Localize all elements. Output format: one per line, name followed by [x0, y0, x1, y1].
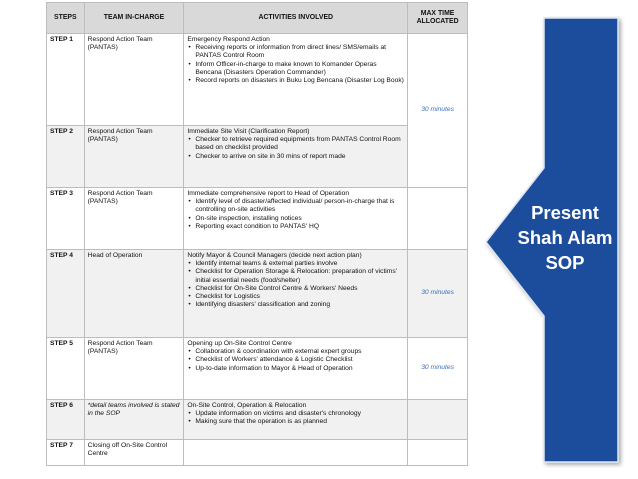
table-row [47, 126, 468, 188]
activity-cell [184, 400, 408, 440]
activity-bullets [187, 198, 404, 231]
bullet-item: • Identify level of disaster/affected individual/ person-in-charge that is controlling on-site activities [195, 198, 404, 214]
step-label: STEP 4 [47, 250, 85, 338]
team-cell: Respond Action Team (PANTAS) [84, 188, 184, 250]
table-row [47, 188, 468, 250]
team-cell: Closing off On-Site Control Centre [84, 440, 184, 466]
arrow-label-line: SOP [545, 252, 585, 274]
bullet-item: • Checklist of Workers' attendance & Logistic Checklist [195, 356, 404, 364]
header-team: TEAM IN-CHARGE [84, 3, 184, 34]
bullet-item: • Checker to retrieve required equipments from PANTAS Control Room based on checklist provided [195, 136, 404, 152]
present-sop-arrow [480, 16, 632, 468]
activity-bullets [187, 348, 404, 373]
step-label: STEP 1 [47, 34, 85, 126]
table-row [47, 250, 468, 338]
activity-title: Notify Mayor & Council Managers (decide next action plan) [187, 252, 362, 259]
table-row [47, 338, 468, 400]
activity-cell [184, 126, 408, 188]
step-label: STEP 3 [47, 188, 85, 250]
activity-cell [184, 440, 408, 466]
table-row [47, 34, 468, 126]
step-label: STEP 7 [47, 440, 85, 466]
time-cell-empty [408, 188, 468, 250]
team-cell: Respond Action Team (PANTAS) [84, 126, 184, 188]
arrow-label-line: Present [531, 202, 599, 223]
arrow-label [498, 200, 632, 275]
step-label: STEP 5 [47, 338, 85, 400]
arrow-label-line: Shah Alam [517, 227, 613, 249]
activity-title: Immediate comprehensive report to Head of Operation [187, 190, 350, 197]
team-cell: Respond Action Team (PANTAS) [84, 338, 184, 400]
activity-cell [184, 250, 408, 338]
time-cell: 30 minutes [408, 34, 468, 188]
activity-title: Emergency Respond Action [187, 36, 270, 43]
bullet-item: • Record reports on disasters in Buku Log Bencana (Disaster Log Book) [195, 77, 404, 85]
bullet-item: • On-site inspection, installing notices [195, 215, 404, 223]
table-row [47, 440, 468, 466]
team-cell: Head of Operation [84, 250, 184, 338]
time-cell: 30 minutes [408, 250, 468, 338]
activity-cell [184, 34, 408, 126]
bullet-item: • Receiving reports or information from direct lines/ SMS/emails at PANTAS Control Room [195, 44, 404, 60]
team-cell: Respond Action Team (PANTAS) [84, 34, 184, 126]
step-label: STEP 2 [47, 126, 85, 188]
step-label: STEP 6 [47, 400, 85, 440]
table-header-row [47, 3, 468, 34]
header-time: MAX TIME ALLOCATED [408, 3, 468, 34]
bullet-item: • Checklist for On-Site Control Centre & Workers' Needs [195, 285, 404, 293]
bullet-item: • Checklist for Operation Storage & Relocation: preparation of victims' initial essential needs (food/shelter) [195, 268, 404, 284]
activity-bullets [187, 44, 404, 85]
bullet-item: • Inform Officer-in-charge to make known to Komander Operas Bencana (Disasters Operation Commander) [195, 61, 404, 77]
time-cell-empty [408, 400, 468, 440]
activity-cell [184, 338, 408, 400]
activity-cell [184, 188, 408, 250]
bullet-item: • Making sure that the operation is as planned [195, 418, 404, 426]
bullet-item: • Collaboration & coordination with external expert groups [195, 348, 404, 356]
bullet-item: • Update information on victims and disaster's chronology [195, 410, 404, 418]
activity-bullets [187, 410, 404, 426]
header-activities: ACTIVITIES INVOLVED [184, 3, 408, 34]
table-row [47, 400, 468, 440]
time-cell-empty [408, 440, 468, 466]
time-cell: 30 minutes [408, 338, 468, 400]
header-steps: STEPS [47, 3, 85, 34]
activity-bullets [187, 136, 404, 161]
activity-title: Immediate Site Visit (Clarification Report) [187, 128, 310, 135]
activity-title: On-Site Control, Operation & Relocation [187, 402, 307, 409]
sop-table [46, 2, 468, 466]
activity-title: Opening up On-Site Control Centre [187, 340, 292, 347]
bullet-item: • Identify internal teams & external parties involve [195, 260, 404, 268]
bullet-item: • Checker to arrive on site in 30 mins of report made [195, 153, 404, 161]
bullet-item: • Up-to-date information to Mayor & Head of Operation [195, 365, 404, 373]
bullet-item: • Identifying disasters' classification and zoning [195, 301, 404, 309]
team-cell: *detail teams involved is stated in the SOP [84, 400, 184, 440]
activity-bullets [187, 260, 404, 309]
bullet-item: • Checklist for Logistics [195, 293, 404, 301]
bullet-item: • Reporting exact condition to PANTAS' HQ [195, 223, 404, 231]
